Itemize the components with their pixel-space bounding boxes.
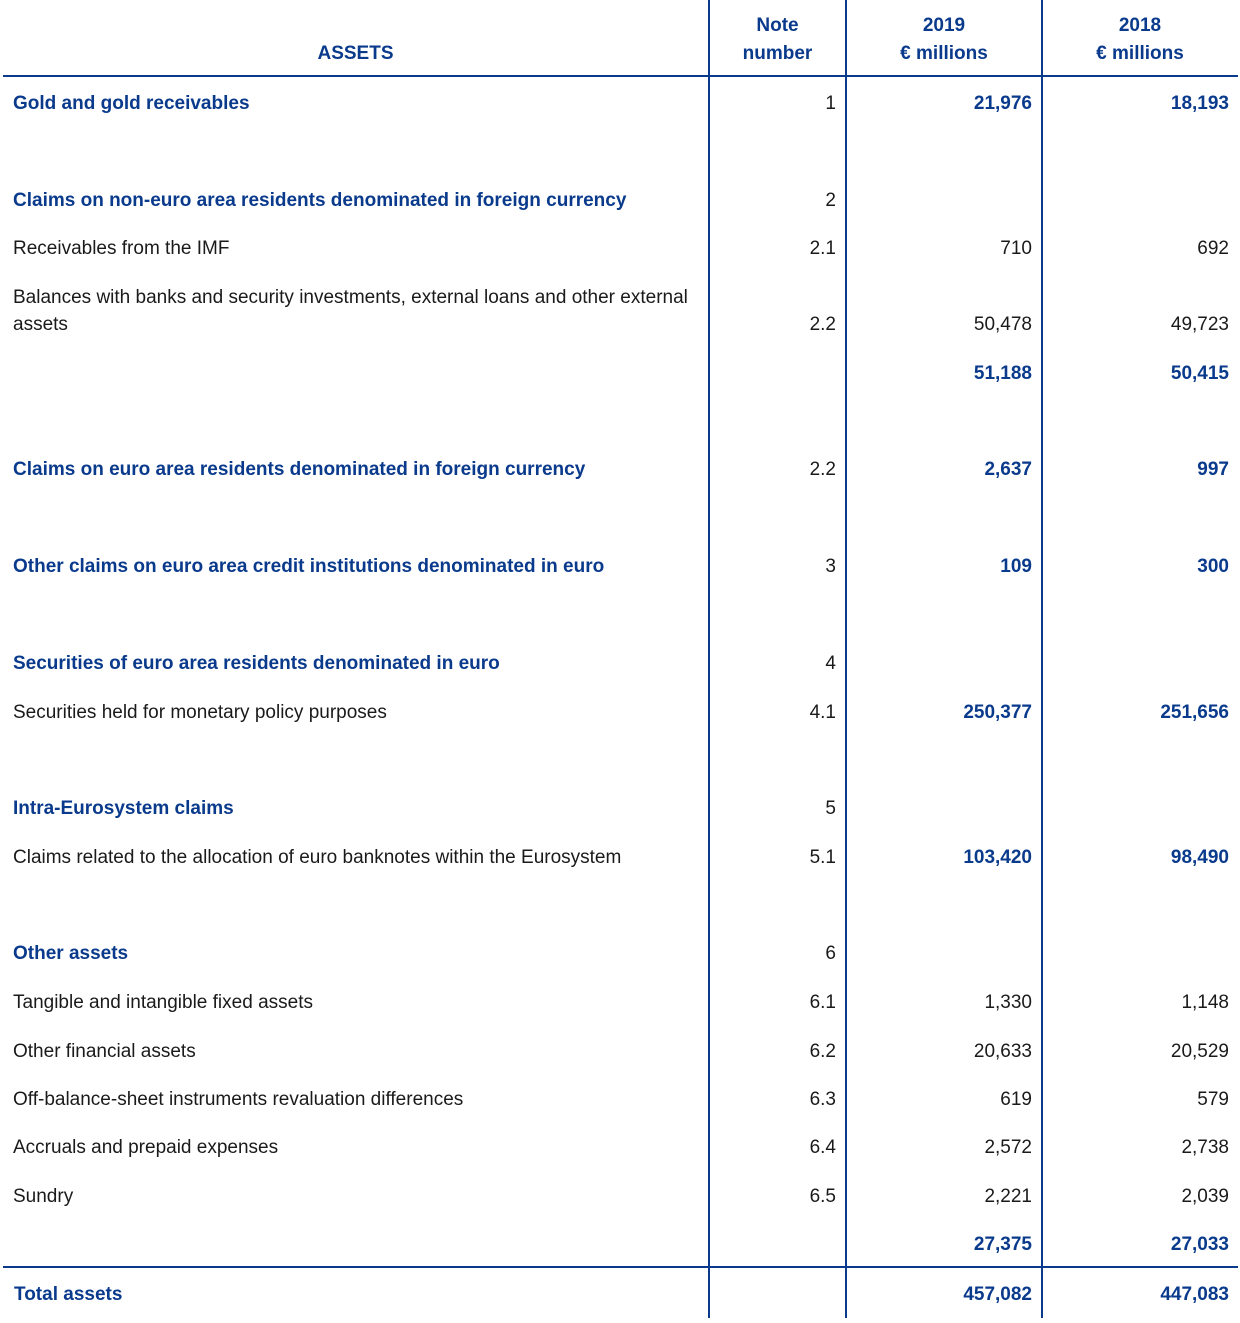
total-label: Total assets	[14, 1284, 123, 1305]
row-value-2018: 692	[1197, 238, 1229, 259]
row-value-2019: 2,637	[984, 459, 1032, 480]
row-value-2019: 2,572	[984, 1137, 1032, 1158]
row-note: 3	[825, 556, 836, 577]
header-rule	[3, 75, 1238, 77]
total-rule	[3, 1266, 1238, 1268]
row-value-2019: 20,633	[973, 1041, 1032, 1062]
row-label: Other claims on euro area credit institutions denominated in euro	[13, 556, 605, 577]
row-label: Claims related to the allocation of euro banknotes within the Eurosystem	[13, 847, 622, 868]
header-2019-line1: 2019	[922, 15, 966, 36]
row-label: Securities of euro area residents denominated in euro	[13, 653, 500, 674]
row-note: 2	[825, 190, 836, 211]
row-value-2019: 109	[1000, 556, 1032, 577]
row-label: Other financial assets	[13, 1041, 196, 1062]
column-divider-2018	[1041, 0, 1043, 1318]
row-value-2018: 997	[1197, 459, 1229, 480]
total-value-2019: 457,082	[963, 1284, 1032, 1305]
header-2018-line1: 2018	[1118, 15, 1162, 36]
row-label: Gold and gold receivables	[13, 93, 250, 114]
row-value-2019: 710	[1000, 238, 1032, 259]
row-value-2018: 98,490	[1170, 847, 1229, 868]
row-label: Balances with banks and security investments, external loans and other external assets	[13, 287, 688, 335]
row-label: Claims on euro area residents denominated in foreign currency	[13, 459, 586, 480]
header-note-line2: number	[742, 43, 813, 64]
row-note: 6.5	[809, 1186, 836, 1207]
row-value-2018: 2,039	[1181, 1186, 1229, 1207]
header-note-line1: Note	[756, 15, 799, 36]
row-value-2018: 300	[1197, 556, 1229, 577]
row-note: 6.2	[809, 1041, 836, 1062]
row-value-2018: 50,415	[1170, 363, 1229, 384]
row-value-2019: 21,976	[973, 93, 1032, 114]
row-value-2018: 20,529	[1170, 1041, 1229, 1062]
header-assets: ASSETS	[317, 43, 394, 64]
row-value-2018: 49,723	[1170, 314, 1229, 335]
row-note: 6	[825, 943, 836, 964]
row-value-2019: 1,330	[984, 992, 1032, 1013]
row-note: 5.1	[809, 847, 836, 868]
row-note: 6.3	[809, 1089, 836, 1110]
row-note: 4	[825, 653, 836, 674]
row-value-2018: 27,033	[1170, 1234, 1229, 1255]
row-note: 2.1	[809, 238, 836, 259]
row-value-2018: 251,656	[1160, 702, 1229, 723]
row-value-2018: 579	[1197, 1089, 1229, 1110]
row-value-2018: 2,738	[1181, 1137, 1229, 1158]
row-note: 2.2	[809, 459, 836, 480]
row-label: Sundry	[13, 1186, 74, 1207]
row-value-2018: 18,193	[1170, 93, 1229, 114]
row-value-2019: 250,377	[963, 702, 1032, 723]
column-divider-2019	[845, 0, 847, 1318]
row-label: Off-balance-sheet instruments revaluation differences	[13, 1089, 464, 1110]
row-value-2018: 1,148	[1181, 992, 1229, 1013]
row-label: Other assets	[13, 943, 129, 964]
row-value-2019: 27,375	[973, 1234, 1032, 1255]
row-note: 4.1	[809, 702, 836, 723]
header-2019-line2: € millions	[900, 43, 988, 64]
row-value-2019: 51,188	[973, 363, 1032, 384]
row-value-2019: 619	[1000, 1089, 1032, 1110]
header-2018-line2: € millions	[1096, 43, 1184, 64]
row-label: Receivables from the IMF	[13, 238, 230, 259]
row-label: Accruals and prepaid expenses	[13, 1137, 279, 1158]
total-value-2018: 447,083	[1160, 1284, 1229, 1305]
row-value-2019: 2,221	[984, 1186, 1032, 1207]
row-note: 6.4	[809, 1137, 836, 1158]
row-value-2019: 50,478	[973, 314, 1032, 335]
row-note: 6.1	[809, 992, 836, 1013]
row-label: Intra-Eurosystem claims	[13, 798, 234, 819]
row-note: 2.2	[809, 314, 836, 335]
row-note: 1	[825, 93, 836, 114]
row-label: Securities held for monetary policy purposes	[13, 702, 387, 723]
row-label: Claims on non-euro area residents denominated in foreign currency	[13, 190, 627, 211]
row-note: 5	[825, 798, 836, 819]
row-value-2019: 103,420	[963, 847, 1032, 868]
row-label: Tangible and intangible fixed assets	[13, 992, 313, 1013]
